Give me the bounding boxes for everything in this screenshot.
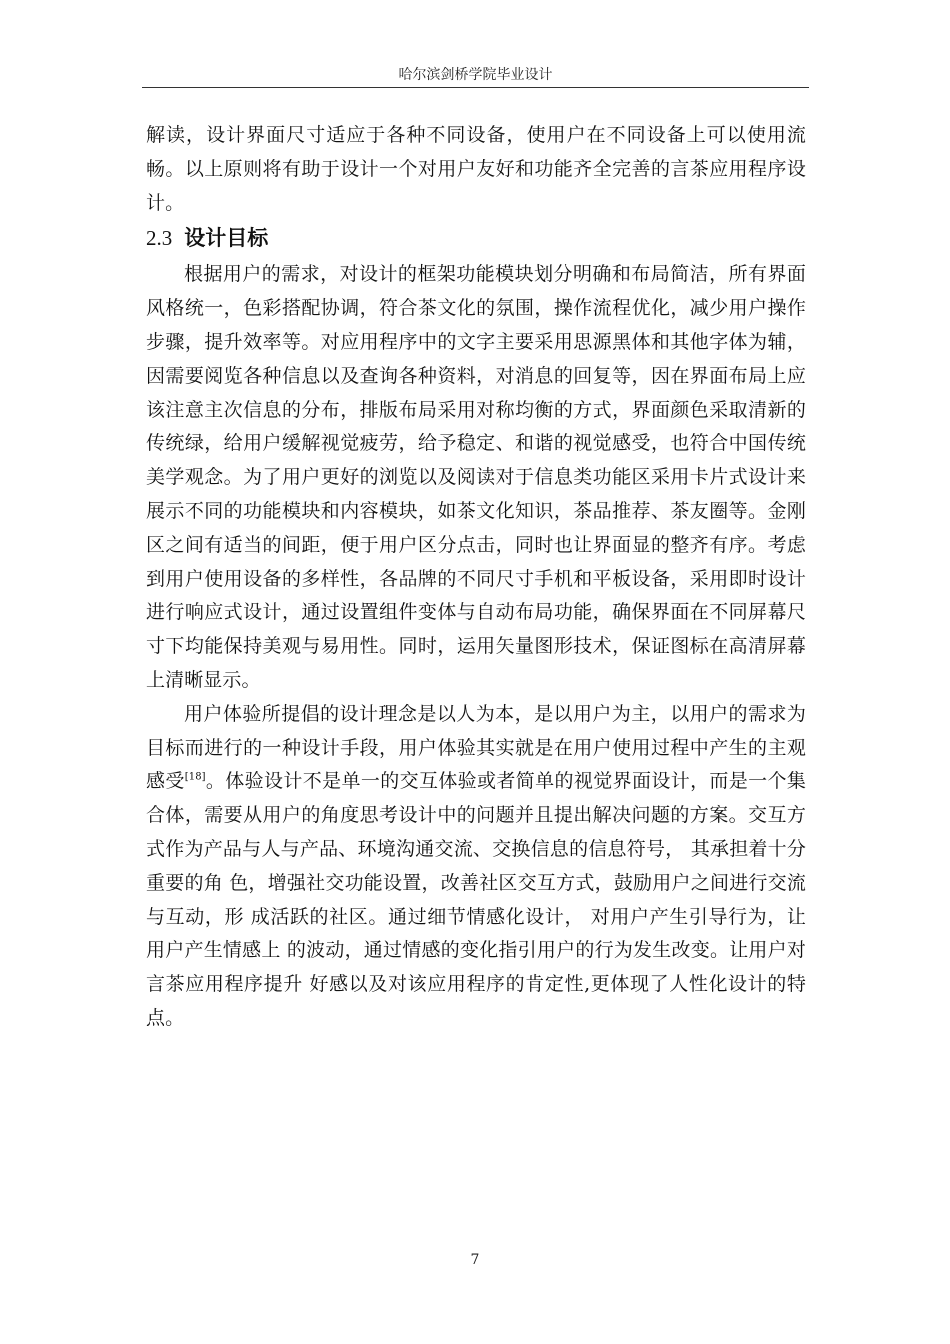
header-divider: [142, 87, 809, 88]
paragraph-design-goals: 根据用户的需求，对设计的框架功能模块划分明确和布局简洁，所有界面风格统一，色彩搭配协调，符合茶文化的氛围，操作流程优化，减少用户操作步骤，提升效率等。对应用程序中的文字主要采用思源黑体和其他字体为辅，因需要阅览各种信息以及查询各种资料，对消息的回复等，因在界面布局上应该注意主次信息的分布，排版布局采用对称均衡的方式，界面颜色采取清新的传统绿，给用户缓解视觉疲劳，给予稳定、和谐的视觉感受，也符合中国传统美学观念。为了用户更好的浏览以及阅读对于信息类功能区采用卡片式设计来展示不同的功能模块和内容模块，如茶文化知识，茶品推荐、茶友圈等。金刚区之间有适当的间距，便于用户区分点击，同时也让界面显的整齐有序。考虑到用户使用设备的多样性，各品牌的不同尺寸手机和平板设备，采用即时设计进行响应式设计，通过设置组件变体与自动布局功能，确保界面在不同屏幕尺寸下均能保持美观与易用性。同时，运用矢量图形技术，保证图标在高清屏幕上清晰显示。: [146, 263, 806, 691]
page-number: 7: [470, 1252, 480, 1268]
citation-reference: [18]: [184, 772, 206, 784]
section-number: 2.3: [146, 226, 173, 251]
ux-text-part-2: 。体验设计不是单一的交互体验或者简单的视觉界面设计，而是一个集合体，需要从用户的角度思考设计中的问题并且提出解决问题的方案。交互方式作为产品与人与产品、环境沟通交流、交换信息的信息符号， 其承担着十分重要的角 色，增强社交功能设置，改善社区交互方式，鼓励用户之间进行交流与互动，形 成活跃的社区。通过细节情感化设计， 对用户产生引导行为，让用户产生情感上 的波动，通过情感的变化指引用户的行为发生改变。让用户对言茶应用程序提升 好感以及对该应用程序的肯定性,更体现了人性化设计的特点。: [146, 770, 806, 1029]
paragraph-user-experience: [146, 698, 806, 1036]
intro-paragraph: 解读，设计界面尺寸适应于各种不同设备，使用户在不同设备上可以使用流畅。以上原则将有助于设计一个对用户友好和功能齐全完善的言茶应用程序设计。: [146, 124, 806, 214]
section-title: 设计目标: [184, 226, 269, 251]
ux-text-part-1: 用户体验所提倡的设计理念是以人为本，是以用户为主，以用户的需求为目标而进行的一种设计手段，用户体验其实就是在用户使用过程中产生的主观感受: [146, 702, 806, 793]
section-heading: [146, 224, 806, 252]
page-header-title: 哈尔滨剑桥学院毕业设计: [398, 67, 553, 83]
document-body: [146, 119, 806, 1036]
